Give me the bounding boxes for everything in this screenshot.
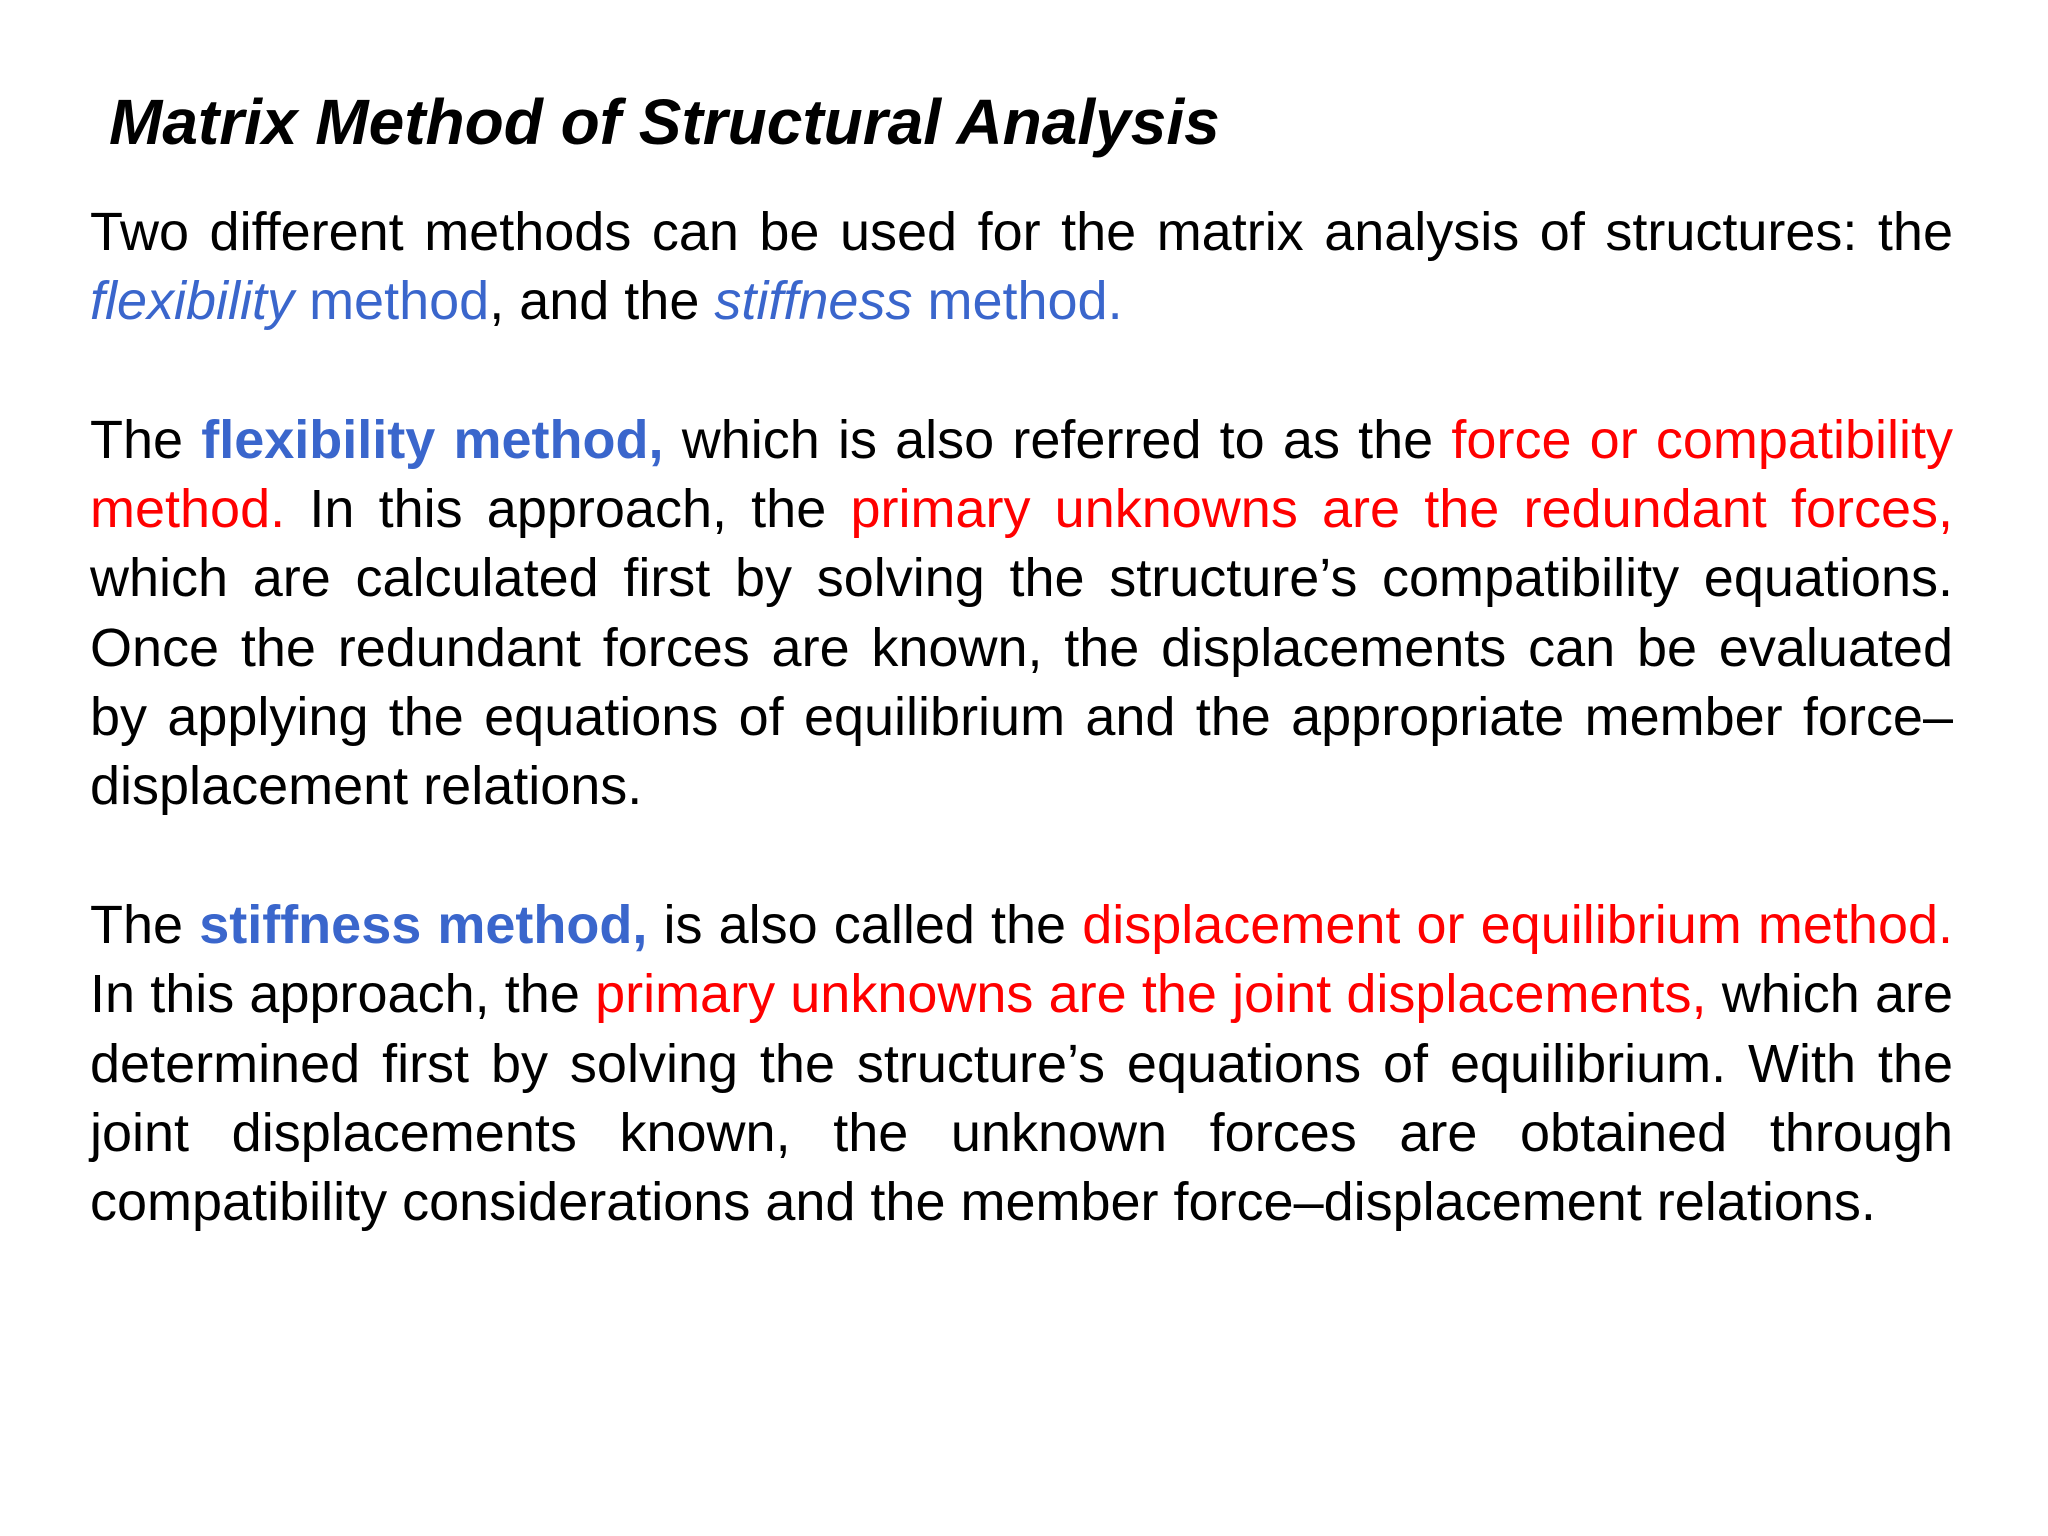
term-stiffness: stiffness: [714, 271, 913, 332]
highlight-force-compatibility: force or compatibility method.: [90, 409, 1953, 540]
highlight-primary-unknowns-forces: primary unknowns are the redundant forces,: [850, 479, 1954, 540]
text-run: , and the: [489, 271, 715, 332]
slide-title: Matrix Method of Structural Analysis: [109, 86, 1220, 158]
text-run: which are calculated first by solving the structure’s compatibility equations. Once the redundant forces are known, the displacements can be evaluated by applying the equations of equilibrium and the appropriate member force–displacement relations.: [90, 548, 1953, 817]
text-run: Two different methods can be used for the matrix analysis of structures: the: [90, 202, 1953, 262]
text-run: In this approach, the: [285, 479, 851, 540]
text-run: which are determined first by solving the structure’s equations of equilibrium. With the joint displacements known, the unknown forces are obtained through compatibility considerations and the member force–displacement relations.: [90, 964, 1953, 1233]
heading-term-stiffness-method: stiffness method,: [199, 894, 648, 955]
slide-body: [90, 198, 1953, 1237]
text-run: The: [90, 409, 202, 470]
text-run: which is also referred to as the: [663, 409, 1452, 470]
paragraph-stiffness-method: [90, 891, 1953, 1237]
heading-term-flexibility-method: flexibility method,: [201, 409, 664, 470]
highlight-displacement-equilibrium: displacement or equilibrium method.: [1082, 894, 1954, 955]
paragraph-intro: [90, 198, 1953, 337]
term-flexibility: flexibility: [90, 271, 295, 332]
text-run: The: [90, 894, 200, 955]
highlight-primary-unknowns-displacements: primary unknowns are the joint displacements,: [595, 964, 1707, 1025]
text-run: In this approach, the: [90, 964, 596, 1025]
text-run: is also called the: [647, 894, 1083, 955]
term-method: method.: [912, 271, 1123, 332]
term-method: method: [294, 271, 490, 332]
paragraph-flexibility-method: [90, 406, 1953, 822]
